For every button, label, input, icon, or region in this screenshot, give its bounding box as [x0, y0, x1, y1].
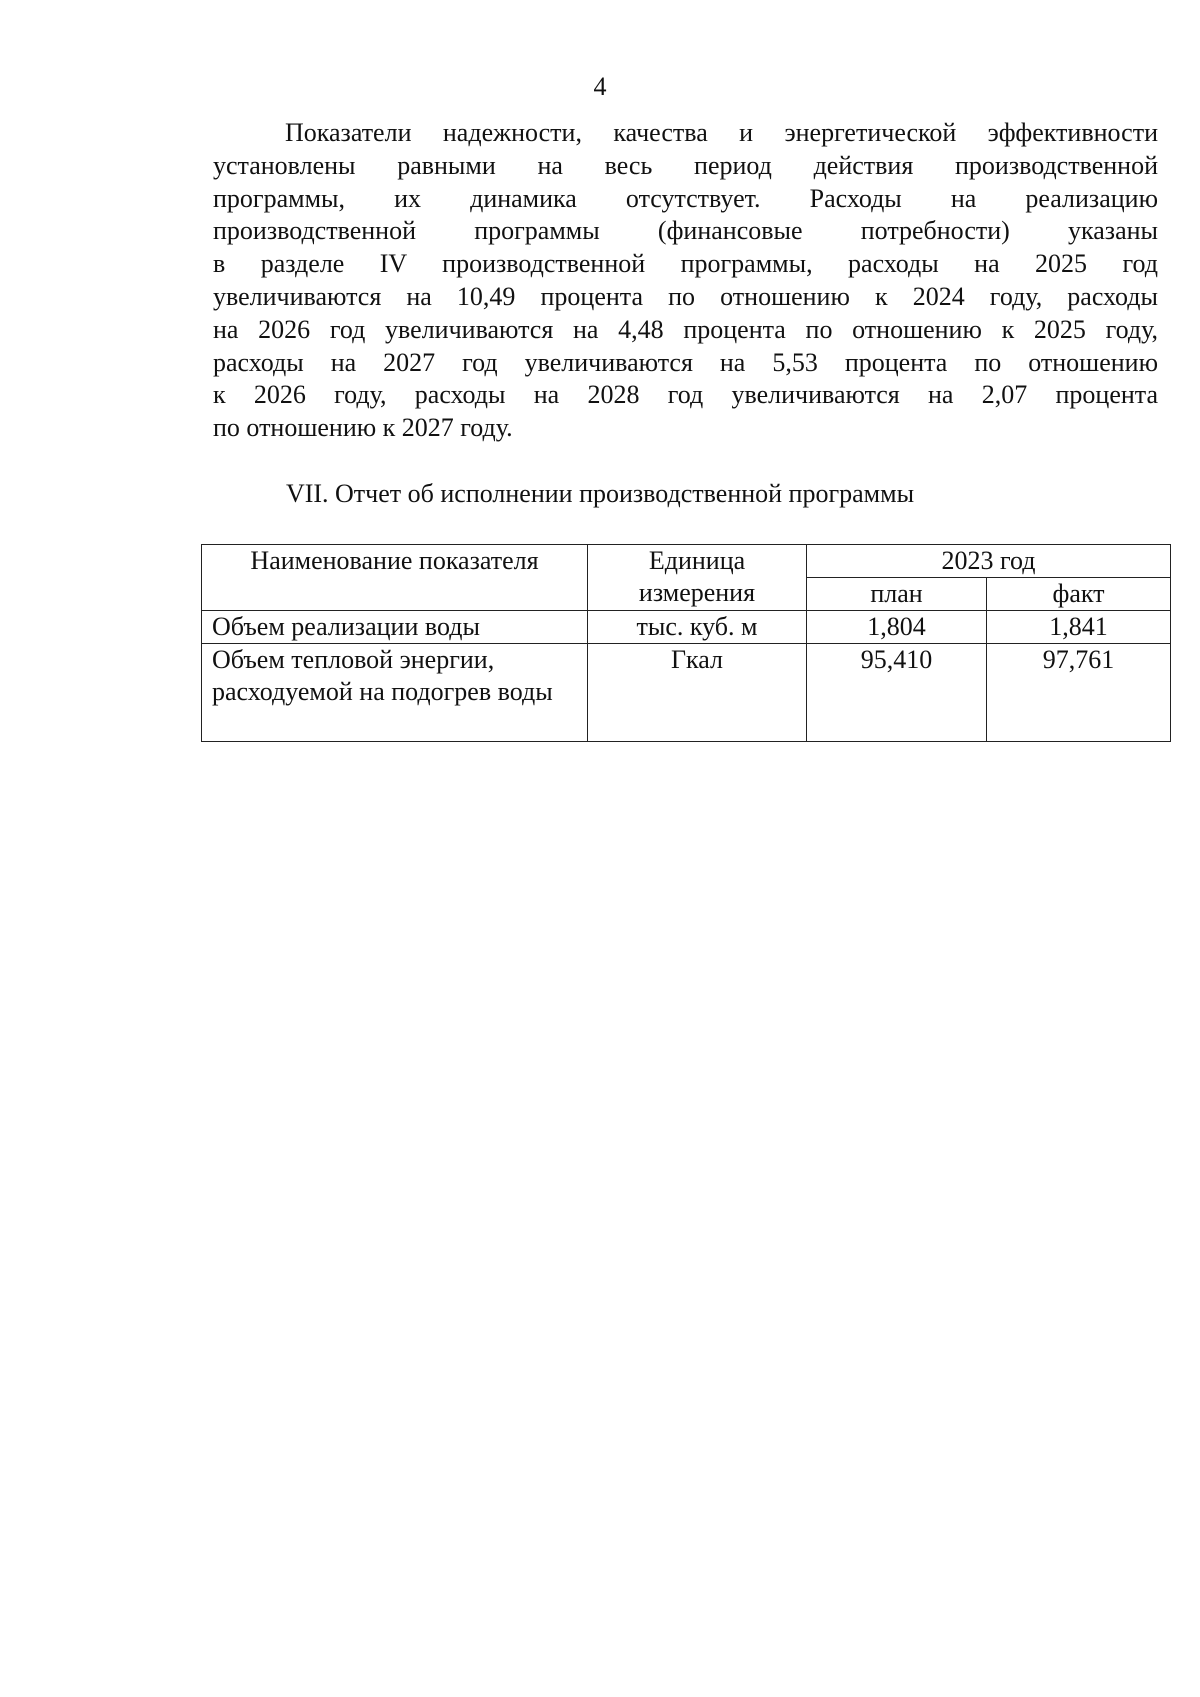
- paragraph-line: на 2026 год увеличиваются на 4,48 процента по отношению к 2025 году,: [213, 314, 1158, 344]
- paragraph-line: в разделе IV производственной программы, расходы на 2025 год: [213, 249, 1158, 279]
- header-name: Наименование показателя: [202, 545, 588, 611]
- row-fact: 1,841: [987, 611, 1171, 644]
- header-fact: факт: [987, 578, 1171, 611]
- row-plan: 95,410: [807, 644, 987, 742]
- header-year: 2023 год: [807, 545, 1171, 578]
- paragraph-line: установлены равными на весь период действия производственной: [213, 150, 1158, 180]
- table-row: [202, 644, 1171, 742]
- paragraph-line: к 2026 году, расходы на 2028 год увеличиваются на 2,07 процента: [213, 380, 1158, 410]
- paragraph-line: расходы на 2027 год увеличиваются на 5,53 процента по отношению: [213, 347, 1158, 377]
- table-row: [202, 611, 1171, 644]
- row-fact: 97,761: [987, 644, 1171, 742]
- paragraph-line: по отношению к 2027 году.: [213, 413, 513, 443]
- row-name: Объем реализации воды: [202, 611, 588, 644]
- row-unit: тыс. куб. м: [588, 611, 807, 644]
- section-heading: VII. Отчет об исполнении производственной программы: [285, 479, 915, 508]
- row-plan: 1,804: [807, 611, 987, 644]
- paragraph-line: производственной программы (финансовые потребности) указаны: [213, 216, 1158, 246]
- paragraph-line: Показатели надежности, качества и энергетической эффективности: [285, 118, 1158, 147]
- report-table: [201, 544, 1171, 742]
- page-number: 4: [593, 72, 607, 101]
- paragraph-line: программы, их динамика отсутствует. Расходы на реализацию: [213, 183, 1158, 213]
- body-paragraph: [213, 117, 1158, 445]
- header-unit: Единица измерения: [588, 545, 807, 611]
- table-header-row: [202, 545, 1171, 578]
- row-name: Объем тепловой энергии, расходуемой на подогрев воды: [202, 644, 588, 742]
- row-unit: Гкал: [588, 644, 807, 742]
- paragraph-line: увеличиваются на 10,49 процента по отношению к 2024 году, расходы: [213, 281, 1158, 311]
- header-plan: план: [807, 578, 987, 611]
